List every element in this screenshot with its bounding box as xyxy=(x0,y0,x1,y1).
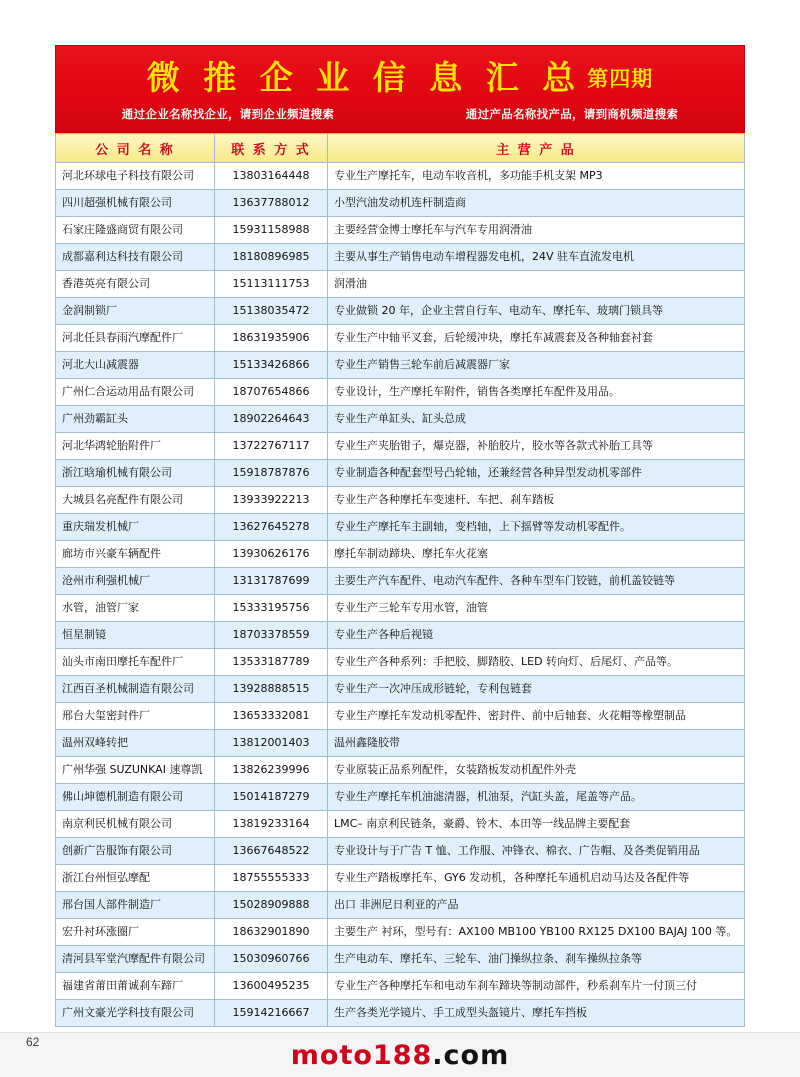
cell-company-name: 恒星制镜 xyxy=(56,622,215,649)
table-row xyxy=(56,676,745,703)
cell-main-products: 专业生产中轴平叉套，后轮缓冲块，摩托车减震套及各种轴套衬套 xyxy=(328,325,745,352)
cell-main-products: 专业设计，生产摩托车附件，销售各类摩托车配件及用品。 xyxy=(328,379,745,406)
company-info-table xyxy=(55,133,745,1027)
cell-contact-phone: 18902264643 xyxy=(215,406,328,433)
table-row xyxy=(56,703,745,730)
cell-company-name: 温州双峰转把 xyxy=(56,730,215,757)
cell-main-products: 专业生产各种系列：手把胶、脚踏胶、LED 转向灯、后尾灯、产品等。 xyxy=(328,649,745,676)
table-row xyxy=(56,541,745,568)
cell-main-products: 温州鑫隆胶带 xyxy=(328,730,745,757)
cell-main-products: 生产各类光学镜片、手工成型头盔镜片、摩托车挡板 xyxy=(328,1000,745,1027)
cell-main-products: LMC– 南京利民链条，豪爵、铃木、本田等一线品牌主要配套 xyxy=(328,811,745,838)
cell-company-name: 邢台国人部件制造厂 xyxy=(56,892,215,919)
table-row xyxy=(56,784,745,811)
banner-title-row xyxy=(56,60,744,96)
cell-contact-phone: 13637788012 xyxy=(215,190,328,217)
content-sheet xyxy=(55,45,745,1050)
cell-contact-phone: 15014187279 xyxy=(215,784,328,811)
cell-company-name: 广州劲霸缸头 xyxy=(56,406,215,433)
cell-main-products: 专业生产三轮车专用水管，油管 xyxy=(328,595,745,622)
cell-company-name: 廊坊市兴豪车辆配件 xyxy=(56,541,215,568)
column-header-contact: 联 系 方 式 xyxy=(215,134,328,163)
table-header-row xyxy=(56,134,745,163)
cell-main-products: 专业生产摩托车发动机零配件、密封件、前中后轴套、火花帽等橡塑制品 xyxy=(328,703,745,730)
table-row xyxy=(56,1000,745,1027)
cell-company-name: 石家庄隆盛商贸有限公司 xyxy=(56,217,215,244)
table-row xyxy=(56,271,745,298)
cell-contact-phone: 15333195756 xyxy=(215,595,328,622)
cell-company-name: 河北大山减震器 xyxy=(56,352,215,379)
table-row xyxy=(56,487,745,514)
banner-sub-right: 通过产品名称找产品，请到商机频道搜索 xyxy=(465,107,679,122)
cell-contact-phone: 15028909888 xyxy=(215,892,328,919)
cell-company-name: 创新广告服饰有限公司 xyxy=(56,838,215,865)
table-row xyxy=(56,190,745,217)
cell-contact-phone: 15918787876 xyxy=(215,460,328,487)
table-row xyxy=(56,595,745,622)
table-row xyxy=(56,217,745,244)
cell-company-name: 河北环球电子科技有限公司 xyxy=(56,163,215,190)
cell-main-products: 摩托车制动蹄块、摩托车火花塞 xyxy=(328,541,745,568)
cell-company-name: 沧州市利强机械厂 xyxy=(56,568,215,595)
table-body xyxy=(56,163,745,1027)
cell-contact-phone: 18180896985 xyxy=(215,244,328,271)
cell-main-products: 专业生产各种摩托车变速杆、车把、刹车踏板 xyxy=(328,487,745,514)
cell-contact-phone: 13803164448 xyxy=(215,163,328,190)
site-brand xyxy=(0,1040,800,1071)
cell-contact-phone: 13667648522 xyxy=(215,838,328,865)
table-row xyxy=(56,865,745,892)
brand-moto: moto xyxy=(290,1040,373,1071)
banner-sub-left: 通过企业名称找企业，请到企业频道搜索 xyxy=(121,107,335,122)
cell-contact-phone: 15113111753 xyxy=(215,271,328,298)
table-row xyxy=(56,811,745,838)
cell-company-name: 汕头市南田摩托车配件厂 xyxy=(56,649,215,676)
cell-company-name: 福建省莆田莆诚刹车蹄厂 xyxy=(56,973,215,1000)
brand-number: 188 xyxy=(372,1040,433,1071)
cell-company-name: 重庆瑞发机械厂 xyxy=(56,514,215,541)
cell-main-products: 专业生产摩托车机油滤清器，机油泵，汽缸头盖，尾盖等产品。 xyxy=(328,784,745,811)
cell-company-name: 邢台大玺密封件厂 xyxy=(56,703,215,730)
table-row xyxy=(56,757,745,784)
table-row xyxy=(56,433,745,460)
cell-contact-phone: 13653332081 xyxy=(215,703,328,730)
cell-main-products: 主要生产 衬环，型号有：AX100 MB100 YB100 RX125 DX100 BAJAJ 100 等。 xyxy=(328,919,745,946)
cell-company-name: 香港英亮有限公司 xyxy=(56,271,215,298)
cell-company-name: 佛山坤德机制造有限公司 xyxy=(56,784,215,811)
banner-subtitles xyxy=(56,106,744,122)
table-row xyxy=(56,973,745,1000)
cell-company-name: 成都嘉利达科技有限公司 xyxy=(56,244,215,271)
table-row xyxy=(56,649,745,676)
cell-contact-phone: 13930626176 xyxy=(215,541,328,568)
cell-contact-phone: 13933922213 xyxy=(215,487,328,514)
cell-contact-phone: 13131787699 xyxy=(215,568,328,595)
cell-contact-phone: 13722767117 xyxy=(215,433,328,460)
cell-contact-phone: 13826239996 xyxy=(215,757,328,784)
cell-contact-phone: 13928888515 xyxy=(215,676,328,703)
cell-company-name: 江西百圣机械制造有限公司 xyxy=(56,676,215,703)
cell-main-products: 专业生产单缸头、缸头总成 xyxy=(328,406,745,433)
table-row xyxy=(56,352,745,379)
cell-company-name: 四川超强机械有限公司 xyxy=(56,190,215,217)
cell-main-products: 主要从事生产销售电动车增程器发电机，24V 驻车直流发电机 xyxy=(328,244,745,271)
brand-dotcom: .com xyxy=(432,1040,510,1071)
table-row xyxy=(56,379,745,406)
cell-main-products: 专业生产各种后视镜 xyxy=(328,622,745,649)
cell-contact-phone: 15030960766 xyxy=(215,946,328,973)
cell-main-products: 主要生产汽车配件、电动汽车配件、各种车型车门铰链，前机盖铰链等 xyxy=(328,568,745,595)
table-row xyxy=(56,325,745,352)
cell-main-products: 出口 非洲尼日利亚的产品 xyxy=(328,892,745,919)
table-row xyxy=(56,622,745,649)
page-number: 62 xyxy=(26,1035,40,1049)
cell-main-products: 小型汽油发动机连杆制造商 xyxy=(328,190,745,217)
cell-company-name: 宏升衬环涨圈厂 xyxy=(56,919,215,946)
cell-main-products: 专业生产一次冲压成形链轮，专利包链套 xyxy=(328,676,745,703)
cell-contact-phone: 13819233164 xyxy=(215,811,328,838)
cell-contact-phone: 18755555333 xyxy=(215,865,328,892)
cell-contact-phone: 15914216667 xyxy=(215,1000,328,1027)
cell-company-name: 广州文豪光学科技有限公司 xyxy=(56,1000,215,1027)
table-row xyxy=(56,838,745,865)
cell-contact-phone: 18631935906 xyxy=(215,325,328,352)
cell-main-products: 专业生产夹胎钳子，爆克器，补胎胶片，胶水等各款式补胎工具等 xyxy=(328,433,745,460)
cell-main-products: 专业做锁 20 年，企业主营自行车、电动车、摩托车、玻璃门锁具等 xyxy=(328,298,745,325)
cell-company-name: 河北华鸿轮胎附件厂 xyxy=(56,433,215,460)
banner-issue: 第四期 xyxy=(587,67,654,91)
cell-main-products: 专业制造各种配套型号凸轮轴，还兼经营各种异型发动机零部件 xyxy=(328,460,745,487)
cell-company-name: 水管，油管厂家 xyxy=(56,595,215,622)
cell-main-products: 生产电动车、摩托车、三轮车、油门操纵拉条、刹车操纵拉条等 xyxy=(328,946,745,973)
table-row xyxy=(56,730,745,757)
cell-company-name: 金润制锁厂 xyxy=(56,298,215,325)
cell-main-products: 专业生产摩托车，电动车收音机，多功能手机支架 MP3 xyxy=(328,163,745,190)
cell-contact-phone: 13812001403 xyxy=(215,730,328,757)
cell-contact-phone: 18703378559 xyxy=(215,622,328,649)
table-row xyxy=(56,244,745,271)
cell-main-products: 专业生产踏板摩托车、GY6 发动机，各种摩托车通机启动马达及各配件等 xyxy=(328,865,745,892)
cell-company-name: 南京利民机械有限公司 xyxy=(56,811,215,838)
column-header-company: 公 司 名 称 xyxy=(56,134,215,163)
table-row xyxy=(56,946,745,973)
cell-main-products: 专业生产各种摩托车和电动车刹车蹄块等制动部件，秒系刹车片一付顶三付 xyxy=(328,973,745,1000)
banner-title: 微 推 企 业 信 息 汇 总 xyxy=(146,58,582,97)
cell-main-products: 专业生产摩托车主副轴，变档轴，上下摇臂等发动机零配件。 xyxy=(328,514,745,541)
table-row xyxy=(56,460,745,487)
cell-contact-phone: 13533187789 xyxy=(215,649,328,676)
table-row xyxy=(56,919,745,946)
table-row xyxy=(56,406,745,433)
cell-contact-phone: 13627645278 xyxy=(215,514,328,541)
cell-main-products: 专业设计与于广告 T 恤、工作服、冲锋衣、棉衣、广告帽、及各类促销用品 xyxy=(328,838,745,865)
cell-company-name: 广州华强 SUZUNKAI 速尊凯 xyxy=(56,757,215,784)
cell-contact-phone: 13600495235 xyxy=(215,973,328,1000)
cell-contact-phone: 15138035472 xyxy=(215,298,328,325)
cell-company-name: 河北任县春雨汽摩配件厂 xyxy=(56,325,215,352)
cell-main-products: 专业原装正品系列配件，女装踏板发动机配件外壳 xyxy=(328,757,745,784)
cell-company-name: 清河县军堂汽摩配件有限公司 xyxy=(56,946,215,973)
cell-company-name: 浙江台州恒弘摩配 xyxy=(56,865,215,892)
cell-contact-phone: 15931158988 xyxy=(215,217,328,244)
cell-contact-phone: 15133426866 xyxy=(215,352,328,379)
cell-company-name: 浙江晗瑜机械有限公司 xyxy=(56,460,215,487)
table-row xyxy=(56,514,745,541)
table-row xyxy=(56,568,745,595)
table-row xyxy=(56,892,745,919)
cell-company-name: 大城县名亮配件有限公司 xyxy=(56,487,215,514)
column-header-products: 主 营 产 品 xyxy=(328,134,745,163)
cell-main-products: 专业生产销售三轮车前后减震器厂家 xyxy=(328,352,745,379)
cell-main-products: 润滑油 xyxy=(328,271,745,298)
cell-contact-phone: 18632901890 xyxy=(215,919,328,946)
cell-contact-phone: 18707654866 xyxy=(215,379,328,406)
cell-company-name: 广州仁合运动用品有限公司 xyxy=(56,379,215,406)
cell-main-products: 主要经营金博士摩托车与汽车专用润滑油 xyxy=(328,217,745,244)
table-row xyxy=(56,298,745,325)
table-row xyxy=(56,163,745,190)
banner-header xyxy=(55,45,745,133)
